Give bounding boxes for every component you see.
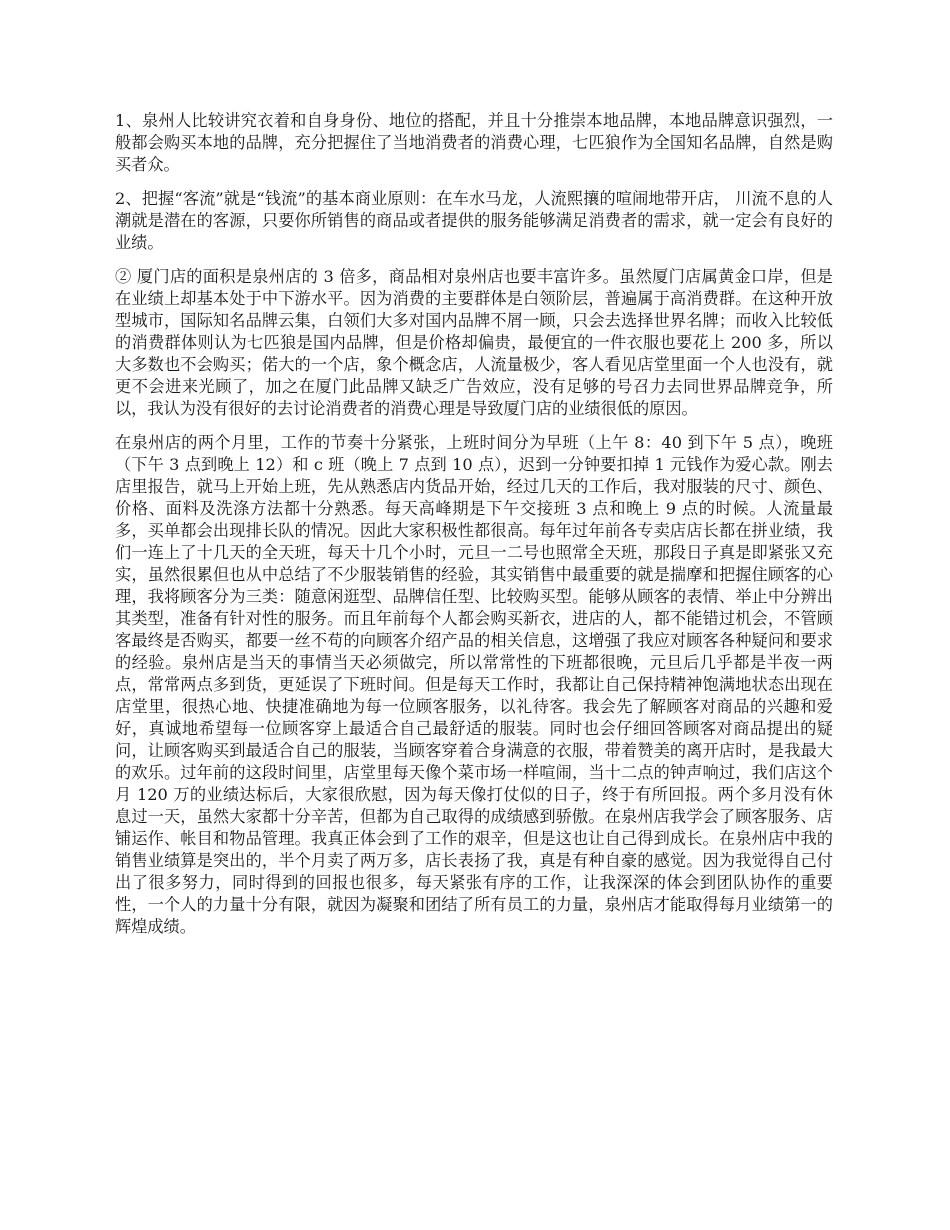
paragraph-1: 1、泉州人比较讲究衣着和自身身份、地位的搭配，并且十分推崇本地品牌，本地品牌意识强烈，一般都会购买本地的品牌，充分把握住了当地消费者的消费心理，七匹狼作为全国知名品牌，自然是购买者众。 bbox=[115, 111, 833, 174]
paragraph-3: ② 厦门店的面积是泉州店的 3 倍多，商品相对泉州店也要丰富许多。虽然厦门店属黄金口岸，但是在业绩上却基本处于中下游水平。因为消费的主要群体是白领阶层，普遍属于高消费群。在这种开放型城市，国际知名品牌云集，白领们大多对国内品牌不屑一顾，只会去选择世界名牌；而收入比较低的消费群体则认为七匹狼是国内品牌，但是价格却偏贵，最便宜的一件衣服也要花上 200 多，所以大多数也不会购买；偌大的一个店，象个概念店，人流量极少，客人看见店堂里面一个人也没有，就更不会进来光顾了，加之在厦门此品牌又缺乏广告效应，没有足够的号召力去同世界品牌竞争，所以，我认为没有很好的去讨论消费者的消费心理是导致厦门店的业绩很低的原因。 bbox=[115, 267, 833, 418]
paragraph-4: 在泉州店的两个月里，工作的节奏十分紧张，上班时间分为早班（上午 8：40 到下午 5 点），晚班（下午 3 点到晚上 12）和 c 班（晚上 7 点到 10 点），迟到一分钟要扣掉 1 元钱作为爱心款。刚去店里报告，就马上开始上班，先从熟悉店内货品开始，经过几天的工作后，我对服装的尺寸、颜色、价格、面料及洗涤方法都十分熟悉。每天高峰期是下午交接班 3 点和晚上 9 点的时候。人流量最多，买单都会出现排长队的情况。因此大家积极性都很高。每年过年前各专卖店店长都在拼业绩，我们一连上了十几天的全天班，每天十几个小时，元旦一二号也照常全天班，那段日子真是即紧张又充实，虽然很累但也从中总结了不少服装销售的经验，其实销售中最重要的就是揣摩和把握住顾客的心理，我将顾客分为三类：随意闲逛型、品牌信任型、比较购买型。能够从顾客的表情、举止中分辨出其类型，准备有针对性的服务。而且年前每个人都会购买新衣，进店的人，都不能错过机会，不管顾客最终是否购买，都要一丝不苟的向顾客介绍产品的相关信息，这增强了我应对顾客各种疑问和要求的经验。泉州店是当天的事情当天必须做完，所以常常性的下班都很晚，元旦后几乎都是半夜一两点，常常两点多到货，更延误了下班时间。但是每天工作时，我都让自己保持精神饱满地状态出现在店堂里，很热心地、快捷准确地为每一位顾客服务，以礼待客。我会先了解顾客对商品的兴趣和爱好，真诚地希望每一位顾客穿上最适合自己最舒适的服装。同时也会仔细回答顾客对商品提出的疑问，让顾客购买到最适合自己的服装，当顾客穿着合身满意的衣服，带着赞美的离开店时，是我最大的欢乐。过年前的这段时间里，店堂里每天像个菜市场一样喧闹，当十二点的钟声响过，我们店这个月 120 万的业绩达标后，大家很欣慰，因为每天像打仗似的日子，终于有所回报。两个多月没有休息过一天，虽然大家都十分辛苦，但都为自己取得的成绩感到骄傲。在泉州店我学会了顾客服务、店铺运作、帐目和物品管理。我真正体会到了工作的艰辛，但是这也让自己得到成长。在泉州店中我的销售业绩算是突出的，半个月卖了两万多，店长表扬了我，真是有种自豪的感觉。因为我觉得自己付出了很多努力，同时得到的回报也很多，每天紧张有序的工作，让我深深的体会到团队协作的重要性，一个人的力量十分有限，就因为凝聚和团结了所有员工的力量，泉州店才能取得每月业绩第一的辉煌成绩。 bbox=[115, 433, 833, 936]
document-body bbox=[115, 110, 833, 950]
paragraph-2: 2、把握“客流”就是“钱流”的基本商业原则：在车水马龙，人流熙攘的喧闹地带开店， 川流不息的人潮就是潜在的客源，只要你所销售的商品或者提供的服务能够满足消费者的需求，就一定会有良好的业绩。 bbox=[115, 189, 833, 252]
